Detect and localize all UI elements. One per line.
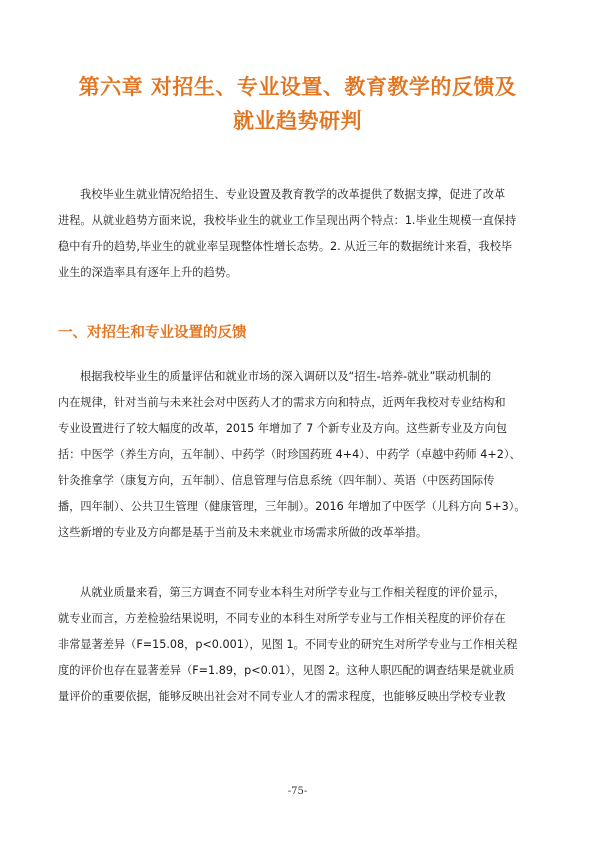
- paragraph-line: 从就业质量来看，第三方调查不同专业本科生对所学专业与工作相关程度的评价显示，: [80, 586, 506, 599]
- section-paragraph-2: [58, 580, 542, 710]
- paragraph-line: 就专业而言，方差检验结果说明，不同专业的本科生对所学专业与工作相关程度的评价存在: [58, 612, 506, 625]
- paragraph-line: 我校毕业生就业情况给招生、专业设置及教育教学的改革提供了数据支撑，促进了改革: [80, 188, 506, 201]
- paragraph-line: 根据我校毕业生的质量评估和就业市场的深入调研以及“招生-培养-就业”联动机制的: [80, 370, 492, 383]
- chapter-title-line1: 第六章 对招生、专业设置、教育教学的反馈及: [78, 75, 517, 99]
- intro-paragraph: [58, 182, 542, 286]
- paragraph-line: 针灸推拿学（康复方向，五年制）、信息管理与信息系统（四年制）、英语（中医药国际传: [58, 474, 495, 487]
- paragraph-line: 括：中医学（养生方向，五年制）、中药学（时珍国药班 4+4）、中药学（卓越中药师 4+2）、: [58, 448, 521, 461]
- paragraph-line: 内在规律，针对当前与未来社会对中医药人才的需求方向和特点，近两年我校对专业结构和: [58, 396, 506, 409]
- paragraph-line: 业生的深造率具有逐年上升的趋势。: [58, 266, 238, 279]
- paragraph-line: 非常显著差异（F=15.08，p<0.001），见图 1。不同专业的研究生对所学专业与工作相关程: [58, 638, 518, 651]
- chapter-title-line2: 就业趋势研判: [233, 109, 362, 133]
- paragraph-line: 播，四年制）、公共卫生管理（健康管理，三年制）。2016 年增加了中医学（儿科方向 5+3）。: [58, 500, 526, 513]
- paragraph-line: 量评价的重要依据，能够反映出社会对不同专业人才的需求程度，也能够反映出学校专业教: [58, 690, 506, 703]
- section-heading: 一、对招生和专业设置的反馈: [58, 325, 247, 341]
- paragraph-line: 专业设置进行了较大幅度的改革，2015 年增加了 7 个新专业及方向。这些新专业及方向包: [58, 422, 508, 435]
- section-paragraph-1: [58, 364, 542, 546]
- paragraph-line: 进程。从就业趋势方面来说，我校毕业生的就业工作呈现出两个特点：1.毕业生规模一直保持: [58, 214, 517, 227]
- paragraph-line: 稳中有升的趋势,毕业生的就业率呈现整体性增长态势。2. 从近三年的数据统计来看，我校毕: [58, 240, 513, 253]
- paragraph-line: 度的评价也存在显著差异（F=1.89，p<0.01），见图 2。这种人职匹配的调查结果是就业质: [58, 664, 515, 677]
- paragraph-line: 这些新增的专业及方向都是基于当前及未来就业市场需求所做的改革举措。: [58, 526, 428, 539]
- page-number: -75-: [287, 786, 308, 797]
